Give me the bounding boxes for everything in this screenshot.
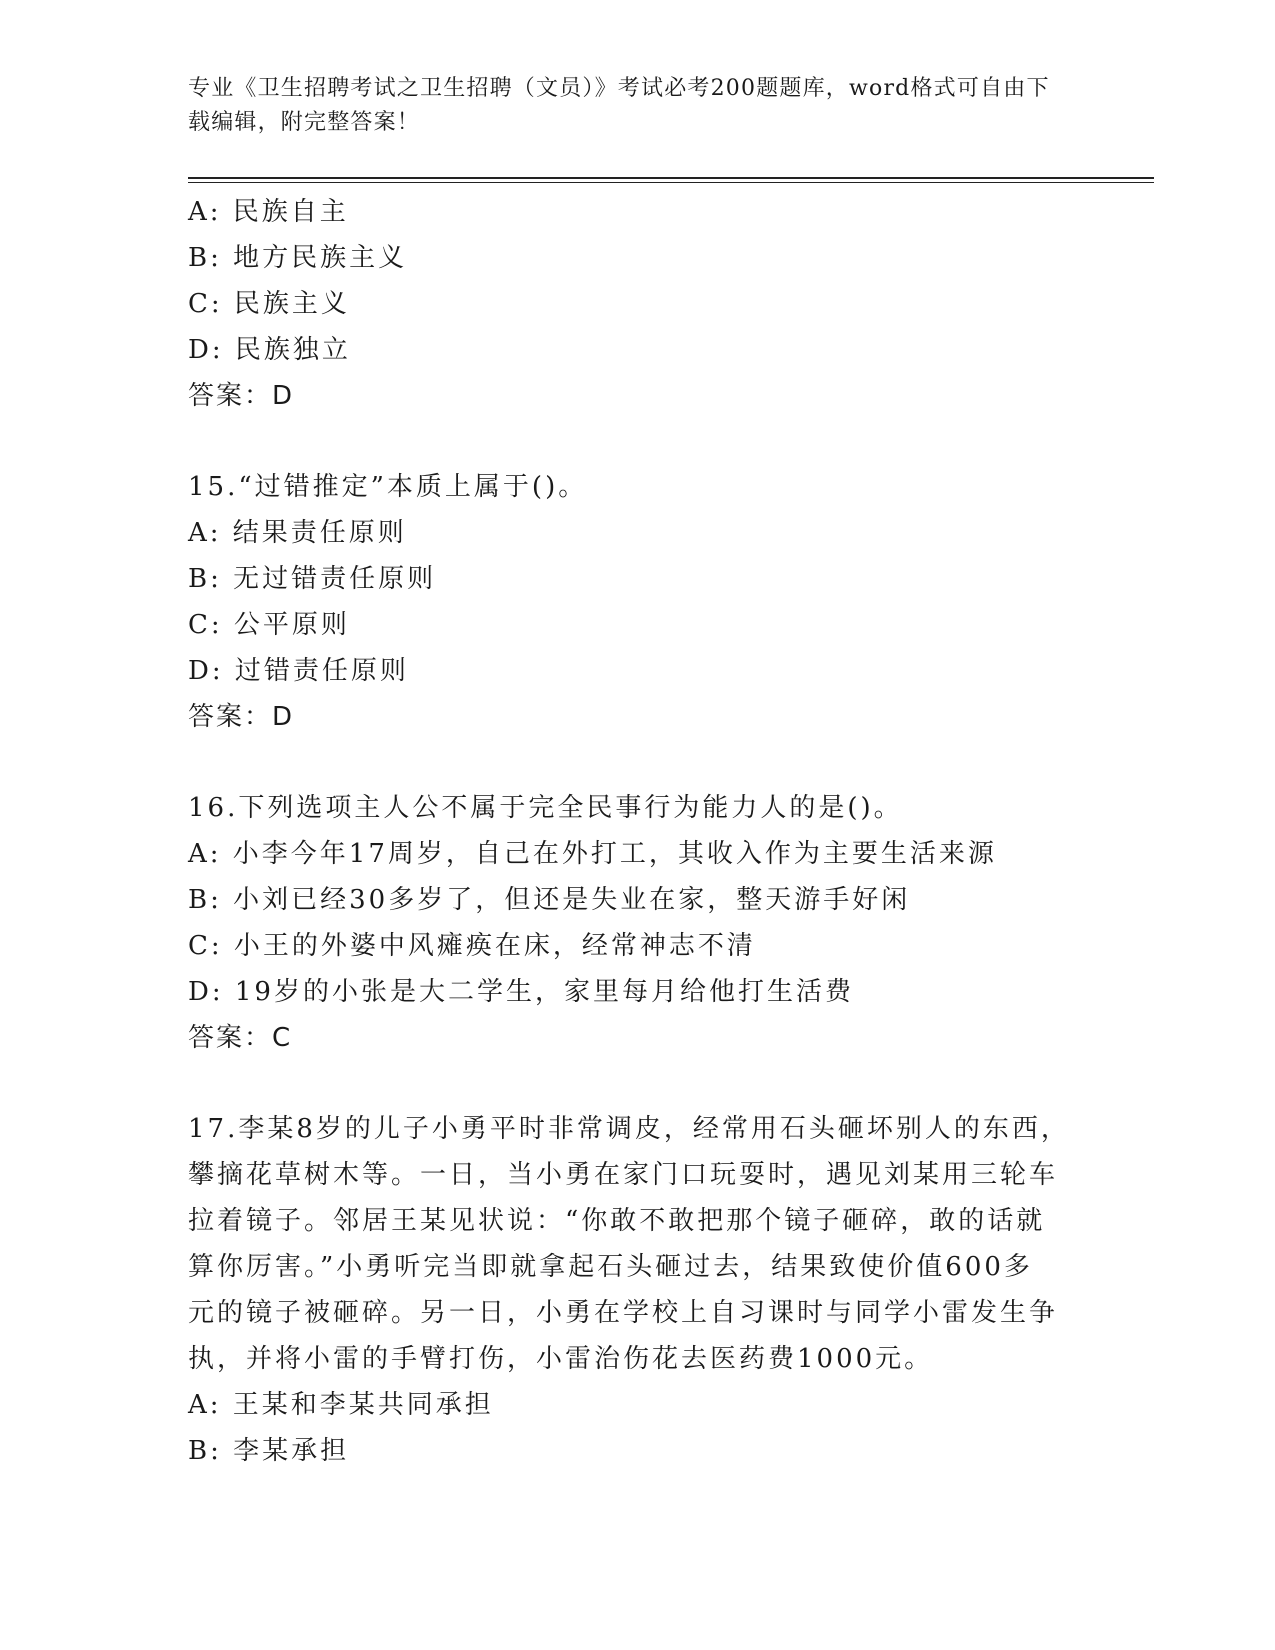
option-b: B: 小刘已经30多岁了，但还是失业在家，整天游手好闲 [188, 885, 911, 915]
question-stem-line: 元的镜子被砸碎。另一日，小勇在学校上自习课时与同学小雷发生争 [188, 1298, 1059, 1328]
question-stem-line: 攀摘花草树木等。一日，当小勇在家门口玩耍时，遇见刘某用三轮车 [188, 1160, 1059, 1190]
option-d: D: 民族独立 [188, 335, 351, 365]
header-divider-thin [188, 182, 1154, 183]
answer-label: 答案：D [188, 702, 295, 732]
option-c: C: 民族主义 [188, 289, 350, 319]
question-stem: 16.下列选项主人公不属于完全民事行为能力人的是()。 [188, 793, 903, 823]
question-16-block [188, 785, 1068, 1061]
question-content [188, 189, 1068, 1474]
question-stem-line: 算你厉害。”小勇听完当即就拿起石头砸过去，结果致使价值600多 [188, 1252, 1033, 1282]
question-15-block [188, 464, 1068, 740]
answer-label: 答案：C [188, 1023, 293, 1053]
question-stem-line: 17.李某8岁的儿子小勇平时非常调皮，经常用石头砸坏别人的东西， [188, 1114, 1070, 1144]
option-b: B: 李某承担 [188, 1436, 350, 1466]
option-b: B: 无过错责任原则 [188, 564, 437, 594]
option-c: C: 公平原则 [188, 610, 350, 640]
option-a: A: 民族自主 [188, 197, 349, 227]
answer-label: 答案：D [188, 381, 295, 411]
question-17-block [188, 1106, 1068, 1474]
option-d: D: 过错责任原则 [188, 656, 409, 686]
question-stem-line: 拉着镜子。邻居王某见状说：“你敢不敢把那个镜子砸碎，敢的话就 [188, 1206, 1046, 1236]
header-divider-thick [188, 177, 1154, 179]
option-a: A: 结果责任原则 [188, 518, 407, 548]
option-b: B: 地方民族主义 [188, 243, 408, 273]
option-a: A: 小李今年17周岁，自己在外打工，其收入作为主要生活来源 [188, 839, 997, 869]
question-14-block [188, 189, 1068, 419]
option-c: C: 小王的外婆中风瘫痪在床，经常神志不清 [188, 931, 756, 961]
question-stem: 15.“过错推定”本质上属于()。 [188, 472, 588, 502]
option-a: A: 王某和李某共同承担 [188, 1390, 494, 1420]
option-d: D: 19岁的小张是大二学生，家里每月给他打生活费 [188, 977, 854, 1007]
document-header: 专业《卫生招聘考试之卫生招聘（文员）》考试必考200题题库，word格式可自由下载编辑，附完整答案！ [188, 76, 1050, 135]
question-stem-line: 执，并将小雷的手臂打伤，小雷治伤花去医药费1000元。 [188, 1344, 934, 1374]
